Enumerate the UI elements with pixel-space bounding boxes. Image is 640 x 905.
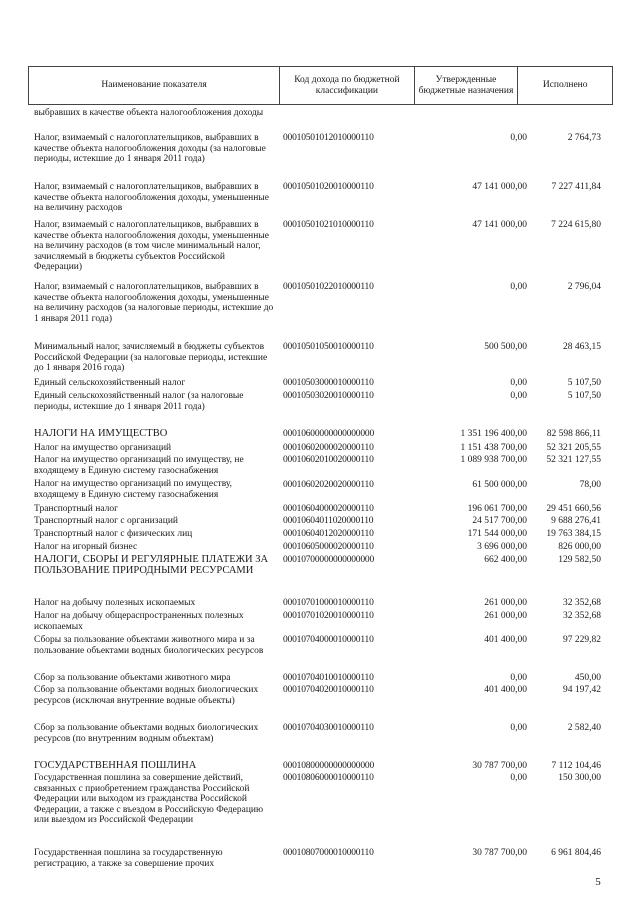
row-name: ГОСУДАРСТВЕННАЯ ПОШЛИНА xyxy=(34,760,197,771)
row-code: 00010704000010000110 xyxy=(283,635,374,645)
row-approved: 0,00 xyxy=(510,378,527,388)
row-name: Налог на имущество организаций по имуществу, входящему в Единую систему газоснабжения xyxy=(34,479,233,500)
row-name: Транспортный налог xyxy=(34,504,119,514)
row-name: выбравших в качестве объекта налогообложения доходы xyxy=(34,108,264,118)
row-code: 00010604012020000110 xyxy=(283,529,374,539)
row-approved: 0,00 xyxy=(510,282,527,292)
row-executed: 7 112 104,46 xyxy=(551,761,601,771)
row-executed: 32 352,68 xyxy=(563,598,601,608)
row-name: Транспортный налог с организаций xyxy=(34,516,178,526)
row-code: 00010501050010000110 xyxy=(283,342,374,352)
row-name: Государственная пошлина за государственную регистрацию, а также за совершение прочих xyxy=(34,848,223,869)
row-code: 00010503020010000110 xyxy=(283,391,374,401)
row-name: Налог на добычу полезных ископаемых xyxy=(34,598,196,608)
row-name: Сборы за пользование объектами животного мира и за пользование объектами водных биологических ресурсов xyxy=(34,635,264,656)
row-executed: 7 227 411,84 xyxy=(551,182,601,192)
row-name: Единый сельскохозяйственный налог (за налоговые периоды, истекшие до 1 января 2011 года) xyxy=(34,391,244,412)
row-executed: 2 796,04 xyxy=(567,282,601,292)
row-executed: 5 107,50 xyxy=(567,391,601,401)
row-name: Государственная пошлина за совершение действий, связанных с приобретением гражданства Российской Федерации или выходом из гражданства Российской Федерации, а также с въездом в Российскую Федерацию или выездом из Российской Федерации xyxy=(34,773,264,826)
row-executed: 7 224 615,80 xyxy=(551,220,601,230)
row-name: Налог на имущество организаций xyxy=(34,443,172,453)
row-approved: 47 141 000,00 xyxy=(472,182,527,192)
row-approved: 0,00 xyxy=(510,391,527,401)
row-executed: 52 321 127,55 xyxy=(546,455,601,465)
row-executed: 450,00 xyxy=(574,673,601,683)
row-code: 00010503000010000110 xyxy=(283,378,374,388)
header-approved: Утвержденные бюджетные назначения xyxy=(415,67,519,104)
row-approved: 261 000,00 xyxy=(484,611,527,621)
row-name: НАЛОГИ НА ИМУЩЕСТВО xyxy=(34,428,168,439)
row-name: Налог, взимаемый с налогоплательщиков, выбравших в качестве объекта налогообложения доходы, уменьшенные на величину расходов (за налоговые периоды, истекшие до 1 января 2011 года) xyxy=(34,282,274,324)
row-name: Налог на игорный бизнес xyxy=(34,542,138,552)
row-approved: 1 351 196 400,00 xyxy=(460,429,527,439)
row-code: 00010604000020000110 xyxy=(283,504,374,514)
page-number: 5 xyxy=(595,876,601,888)
row-executed: 78,00 xyxy=(579,480,601,490)
row-name: Налог на добычу общераспространенных полезных ископаемых xyxy=(34,611,244,632)
row-executed: 150 300,00 xyxy=(558,773,601,783)
row-code: 00010701020010000110 xyxy=(283,611,374,621)
row-executed: 5 107,50 xyxy=(567,378,601,388)
row-approved: 61 500 000,00 xyxy=(472,480,527,490)
row-code: 00010704010010000110 xyxy=(283,673,374,683)
row-code: 00010701000010000110 xyxy=(283,598,374,608)
row-name: Сбор за пользование объектами водных биологических ресурсов (по внутренним водным объектам) xyxy=(34,723,259,744)
row-code: 00010600000000000000 xyxy=(283,429,375,439)
row-executed: 826 000,00 xyxy=(558,542,601,552)
row-name: НАЛОГИ, СБОРЫ И РЕГУЛЯРНЫЕ ПЛАТЕЖИ ЗА ПОЛЬЗОВАНИЕ ПРИРОДНЫМИ РЕСУРСАМИ xyxy=(34,554,269,577)
row-name: Налог, взимаемый с налогоплательщиков, выбравших в качестве объекта налогообложения доходы, уменьшенные на величину расходов (в том числе минимальный налог, зачисляемый в бюджеты субъектов Российской Федерации) xyxy=(34,220,269,273)
row-approved: 47 141 000,00 xyxy=(472,220,527,230)
row-code: 00010700000000000000 xyxy=(283,555,375,565)
row-approved: 0,00 xyxy=(510,673,527,683)
row-approved: 3 696 000,00 xyxy=(477,542,527,552)
row-code: 00010501012010000110 xyxy=(283,133,374,143)
row-approved: 171 544 000,00 xyxy=(467,529,527,539)
row-approved: 0,00 xyxy=(510,133,527,143)
row-approved: 1 089 938 700,00 xyxy=(460,455,527,465)
header-executed: Исполнено xyxy=(542,80,588,90)
row-executed: 129 582,50 xyxy=(558,555,601,565)
row-approved: 24 517 700,00 xyxy=(472,516,527,526)
row-code: 00010704030010000110 xyxy=(283,723,374,733)
row-name: Сбор за пользование объектами животного мира xyxy=(34,673,231,683)
row-approved: 261 000,00 xyxy=(484,598,527,608)
row-code: 00010501021010000110 xyxy=(283,220,374,230)
row-executed: 97 229,82 xyxy=(563,635,601,645)
row-code: 00010602000020000110 xyxy=(283,443,374,453)
row-code: 00010602020020000110 xyxy=(283,480,374,490)
row-code: 00010807000010000110 xyxy=(283,848,374,858)
row-approved: 500 500,00 xyxy=(484,342,527,352)
row-name: Налог, взимаемый с налогоплательщиков, выбравших в качестве объекта налогообложения доходы (за налоговые периоды, истекшие до 1 января 2011 года) xyxy=(34,133,266,165)
row-approved: 0,00 xyxy=(510,773,527,783)
row-executed: 29 451 660,56 xyxy=(546,504,601,514)
row-executed: 28 463,15 xyxy=(563,342,601,352)
row-executed: 2 582,40 xyxy=(567,723,601,733)
row-code: 00010605000020000110 xyxy=(283,542,374,552)
row-executed: 2 764,73 xyxy=(567,133,601,143)
row-code: 00010800000000000000 xyxy=(283,761,375,771)
row-name: Налог на имущество организаций по имуществу, не входящему в Единую систему газоснабжения xyxy=(34,455,244,476)
row-executed: 19 763 384,15 xyxy=(546,529,601,539)
row-approved: 401 400,00 xyxy=(484,685,527,695)
row-executed: 94 197,42 xyxy=(563,685,601,695)
row-code: 00010604011020000110 xyxy=(283,516,374,526)
row-approved: 1 151 438 700,00 xyxy=(460,443,527,453)
row-name: Единый сельскохозяйственный налог xyxy=(34,378,186,388)
row-approved: 0,00 xyxy=(510,723,527,733)
row-name: Налог, взимаемый с налогоплательщиков, выбравших в качестве объекта налогообложения доходы, уменьшенные на величину расходов xyxy=(34,182,269,214)
row-approved: 401 400,00 xyxy=(484,635,527,645)
row-name: Сбор за пользование объектами водных биологических ресурсов (исключая внутренние водные объекты) xyxy=(34,685,259,706)
row-executed: 32 352,68 xyxy=(563,611,601,621)
row-approved: 30 787 700,00 xyxy=(472,848,527,858)
row-name: Транспортный налог с физических лиц xyxy=(34,529,193,539)
row-executed: 6 961 804,46 xyxy=(551,848,601,858)
header-name: Наименование показателя xyxy=(29,67,280,104)
row-code: 00010602010020000110 xyxy=(283,455,374,465)
row-code: 00010501022010000110 xyxy=(283,282,374,292)
row-code: 00010501020010000110 xyxy=(283,182,374,192)
row-executed: 52 321 205,55 xyxy=(546,443,601,453)
row-approved: 662 400,00 xyxy=(484,555,527,565)
row-name: Минимальный налог, зачисляемый в бюджеты субъектов Российской Федерации (за налоговые периоды, истекшие до 1 января 2016 года) xyxy=(34,342,268,374)
row-approved: 30 787 700,00 xyxy=(472,761,527,771)
row-executed: 9 688 276,41 xyxy=(551,516,601,526)
row-executed: 82 598 866,11 xyxy=(546,429,601,439)
row-code: 00010806000010000110 xyxy=(283,773,374,783)
row-approved: 196 061 700,00 xyxy=(467,504,527,514)
row-code: 00010704020010000110 xyxy=(283,685,374,695)
header-code: Код дохода по бюджетной классификации xyxy=(280,67,415,104)
